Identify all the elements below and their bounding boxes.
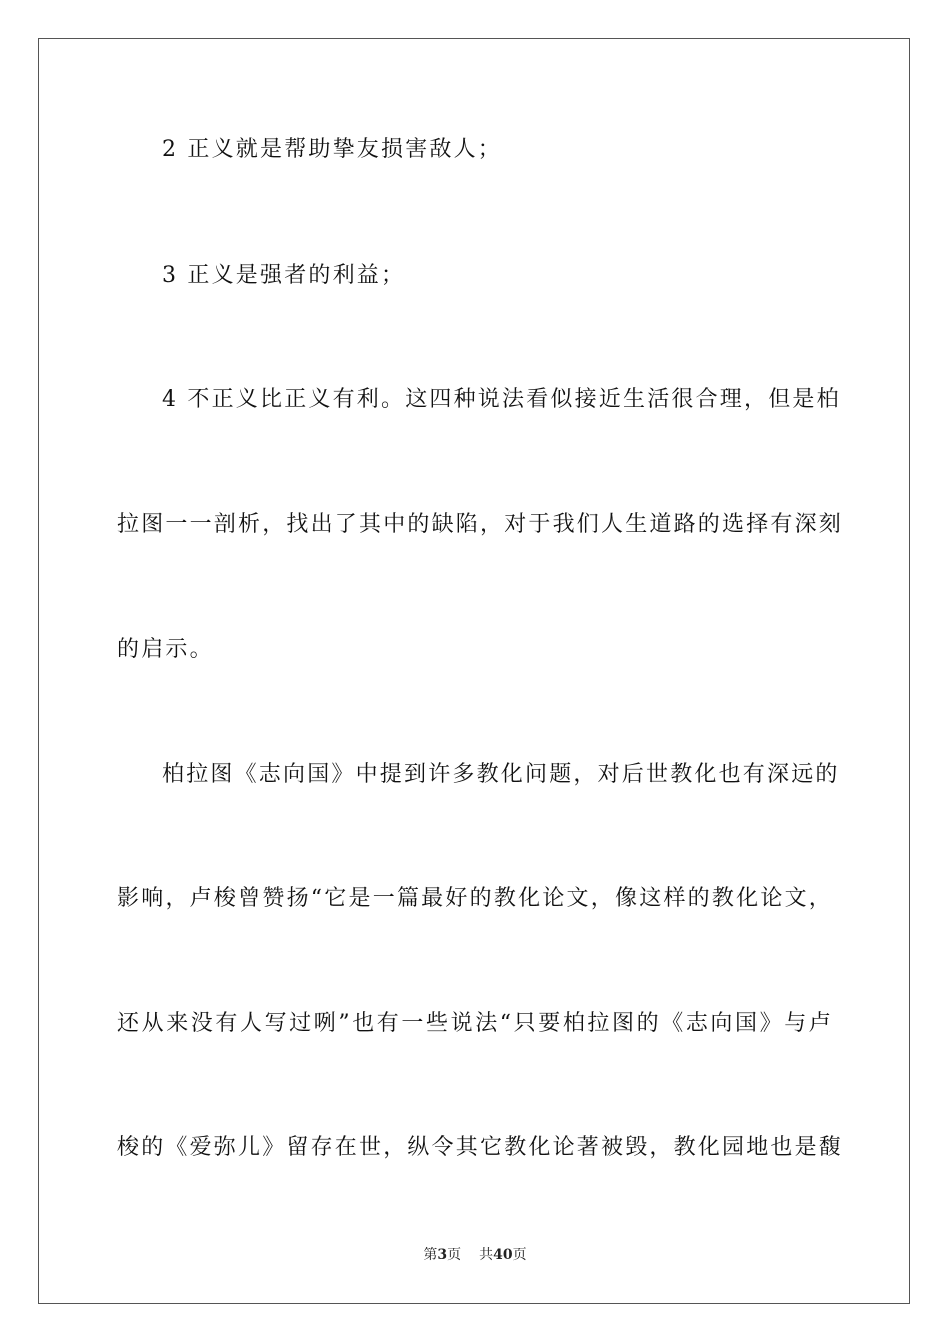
text-line-8: 还从来没有人写过咧”也有一些说法“只要柏拉图的《志向国》与卢 [117, 1011, 833, 1036]
text-line-4: 拉图一一剖析，找出了其中的缺陷，对于我们人生道路的选择有深刻 [117, 512, 844, 537]
footer-total-prefix: 共 [479, 1247, 494, 1263]
page-border [38, 38, 910, 1304]
text-line-3: 4 不正义比正义有利。这四种说法看似接近生活很合理，但是柏 [162, 387, 841, 412]
footer-total-pages: 40 [493, 1247, 513, 1263]
footer-page-prefix: 第 [423, 1247, 438, 1263]
footer-total-suffix: 页 [512, 1247, 527, 1263]
text-line-7: 影响，卢梭曾赞扬“它是一篇最好的教化论文，像这样的教化论文， [117, 886, 833, 911]
footer-page-suffix: 页 [447, 1247, 462, 1263]
text-line-2: 3 正义是强者的利益； [162, 263, 406, 288]
text-line-5: 的启示。 [117, 637, 214, 662]
footer-page-number: 3 [437, 1247, 448, 1263]
text-line-6: 柏拉图《志向国》中提到许多教化问题，对后世教化也有深远的 [162, 762, 840, 787]
page-footer [0, 1246, 950, 1264]
text-line-1: 2 正义就是帮助挚友损害敌人； [162, 137, 502, 162]
text-line-9: 梭的《爱弥儿》留存在世，纵令其它教化论著被毁，教化园地也是馥 [117, 1135, 844, 1160]
